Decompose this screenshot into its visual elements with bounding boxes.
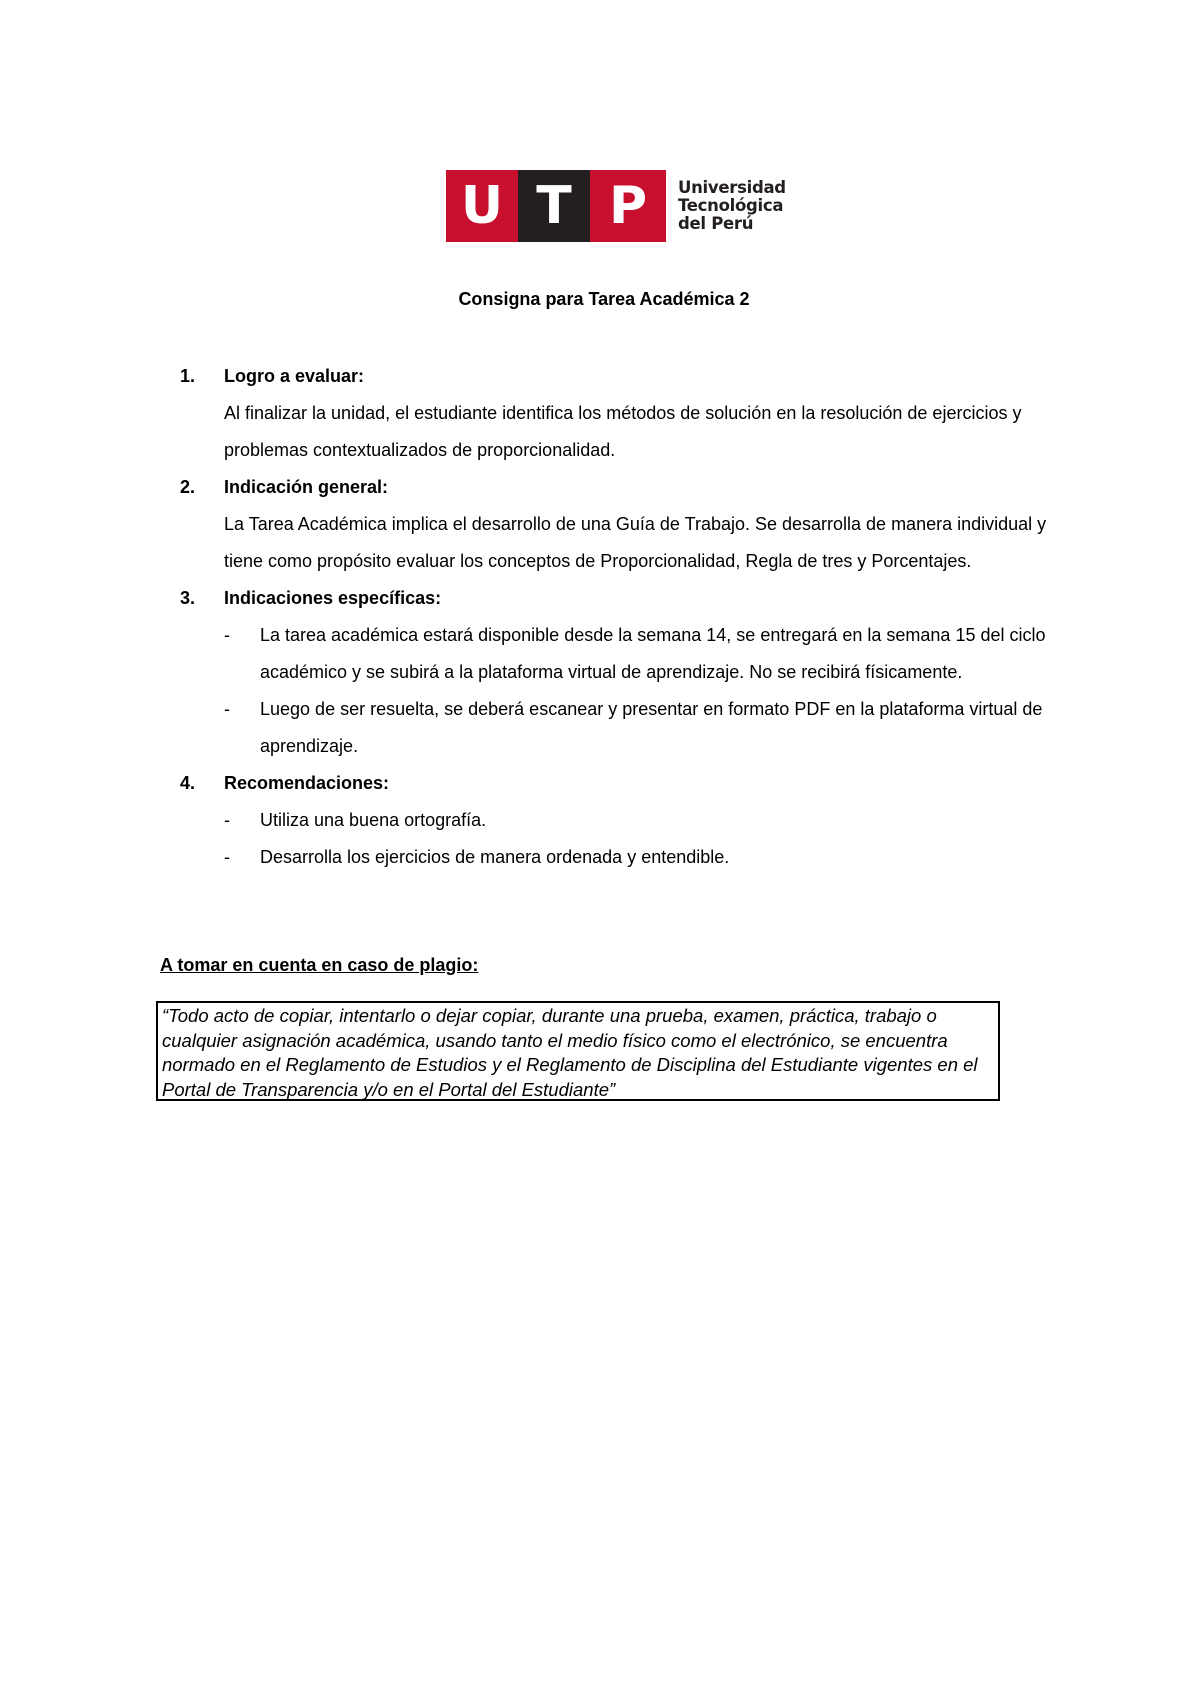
logo-university-name — [678, 179, 786, 233]
section-heading: Indicación general: — [224, 477, 389, 497]
list-item-text: Luego de ser resuelta, se deberá escanear y presentar en formato PDF en la plataforma virtual de aprendizaje. — [260, 699, 1043, 756]
plagiarism-heading: A tomar en cuenta en caso de plagio: — [160, 955, 479, 975]
list-item — [180, 617, 1060, 691]
list-item-text: Utiliza una buena ortografía. — [260, 810, 487, 830]
list-item — [180, 802, 1060, 839]
dash-bullet: - — [224, 810, 230, 830]
section-indicacion-general — [180, 469, 1060, 580]
section-heading: Logro a evaluar: — [224, 366, 365, 386]
instructions-list — [180, 358, 1060, 876]
list-item-text: La tarea académica estará disponible desde la semana 14, se entregará en la semana 15 del ciclo académico y se subirá a la plataforma virtual de aprendizaje. No se recibirá físicamente. — [260, 625, 1046, 682]
section-number: 4. — [180, 773, 196, 793]
dash-bullet: - — [224, 699, 230, 719]
plagiarism-quote-box: “Todo acto de copiar, intentarlo o dejar copiar, durante una prueba, examen, práctica, trabajo o cualquier asignación académica, usando tanto el medio físico como el electrónico, se encuentra normado en el Reglamento de Estudios y el Reglamento de Disciplina del Estudiante vigentes en el Portal de Transparencia y/o en el Portal del Estudiante” — [156, 1001, 1000, 1101]
section-number: 2. — [180, 477, 196, 497]
logo-name-line: del Perú — [678, 214, 754, 233]
logo-letter-p: P — [590, 170, 666, 242]
section-heading: Recomendaciones: — [224, 773, 390, 793]
logo-name-line: Tecnológica — [678, 196, 784, 215]
dash-bullet: - — [224, 625, 230, 645]
list-item — [180, 839, 1060, 876]
logo-letter-u: U — [446, 170, 518, 242]
dash-bullet: - — [224, 847, 230, 867]
document-title: Consigna para Tarea Académica 2 — [458, 289, 750, 309]
section-paragraph: Al finalizar la unidad, el estudiante identifica los métodos de solución en la resolución de ejercicios y problemas contextualizados de proporcionalidad. — [224, 403, 1022, 460]
section-paragraph: La Tarea Académica implica el desarrollo de una Guía de Trabajo. Se desarrolla de manera individual y tiene como propósito evaluar los conceptos de Proporcionalidad, Regla de tres y Porcentajes. — [224, 514, 1047, 571]
section-heading: Indicaciones específicas: — [224, 588, 442, 608]
list-item-text: Desarrolla los ejercicios de manera ordenada y entendible. — [260, 847, 730, 867]
logo-letter-t: T — [518, 170, 590, 242]
section-logro — [180, 358, 1060, 469]
section-number: 1. — [180, 366, 196, 386]
section-recomendaciones — [180, 765, 1060, 876]
list-item — [180, 691, 1060, 765]
section-number: 3. — [180, 588, 196, 608]
section-indicaciones-especificas — [180, 580, 1060, 765]
utp-logo — [446, 170, 786, 242]
logo-name-line: Universidad — [678, 178, 786, 197]
